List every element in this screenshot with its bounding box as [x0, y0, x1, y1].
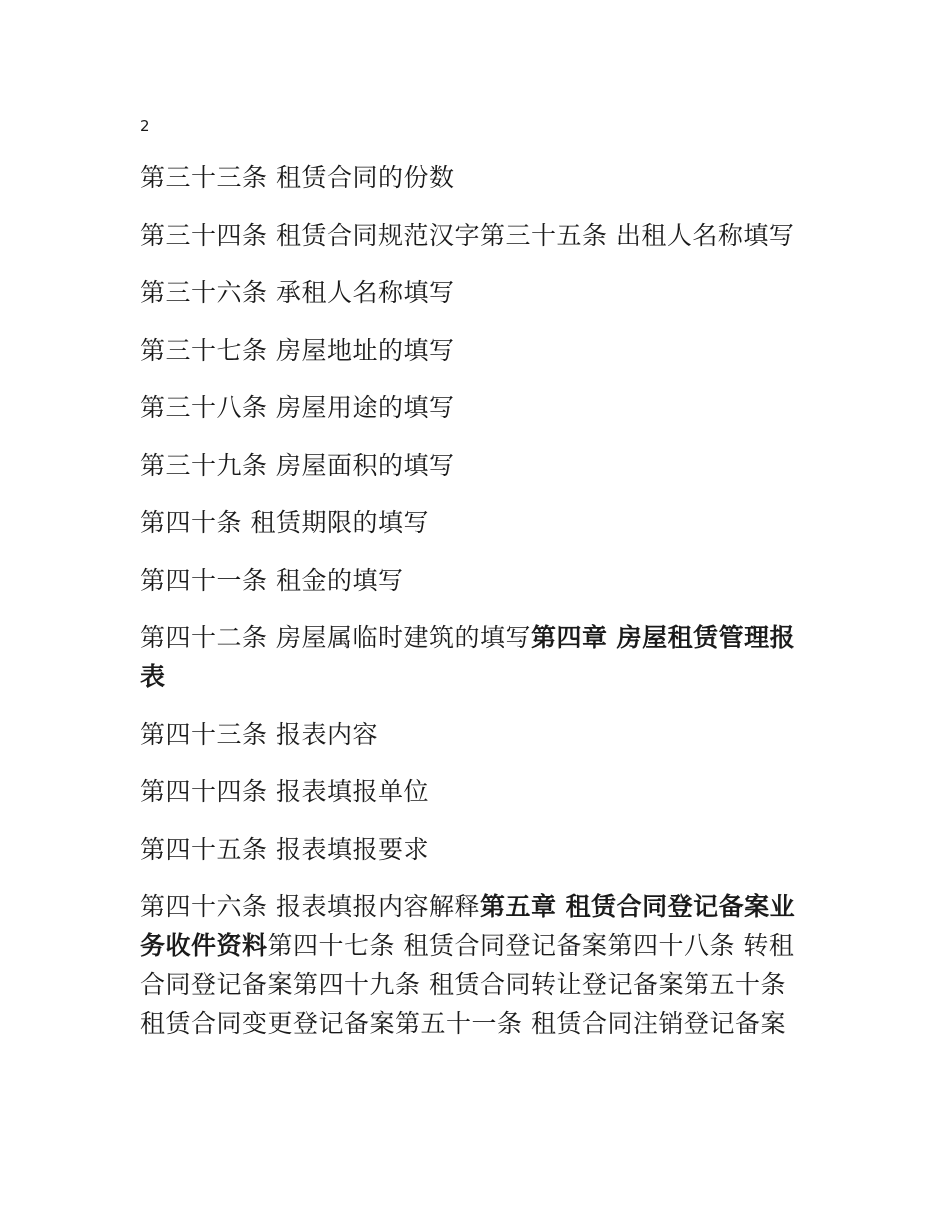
article-39: 第三十九条 房屋面积的填写 [140, 450, 455, 480]
article-34-35: 第三十四条 租赁合同规范汉字第三十五条 出租人名称填写 [140, 220, 795, 250]
page-number: 2 [140, 117, 150, 135]
article-45: 第四十五条 报表填报要求 [140, 834, 429, 864]
chapter-4-heading: 第四章 房屋租赁管理报表 [140, 623, 796, 691]
article-33: 第三十三条 租赁合同的份数 [140, 163, 455, 192]
article-42-paragraph [140, 618, 812, 696]
article-40: 第四十条 租赁期限的填写 [140, 508, 429, 537]
article-42: 第四十二条 房屋属临时建筑的填写 [140, 623, 531, 652]
article-43: 第四十三条 报表内容 [140, 719, 378, 749]
articles-47-51: 第四十七条 租赁合同登记备案第四十八条 转租合同登记备案第四十九条 租赁合同转让登记备案第五十条 租赁合同变更登记备案第五十一条 租赁合同注销登记备案 [140, 931, 795, 1038]
article-36: 第三十六条 承租人名称填写 [140, 278, 455, 307]
article-46-paragraph [140, 887, 812, 1043]
article-46: 第四十六条 报表填报内容解释 [140, 892, 480, 921]
article-44: 第四十四条 报表填报单位 [140, 777, 429, 806]
article-37: 第三十七条 房屋地址的填写 [140, 335, 455, 365]
document-body [140, 158, 812, 1062]
article-41: 第四十一条 租金的填写 [140, 565, 404, 595]
chapter-5-heading: 第五章 租赁合同登记备案业务收件资料 [140, 892, 796, 960]
article-38: 第三十八条 房屋用途的填写 [140, 393, 455, 422]
